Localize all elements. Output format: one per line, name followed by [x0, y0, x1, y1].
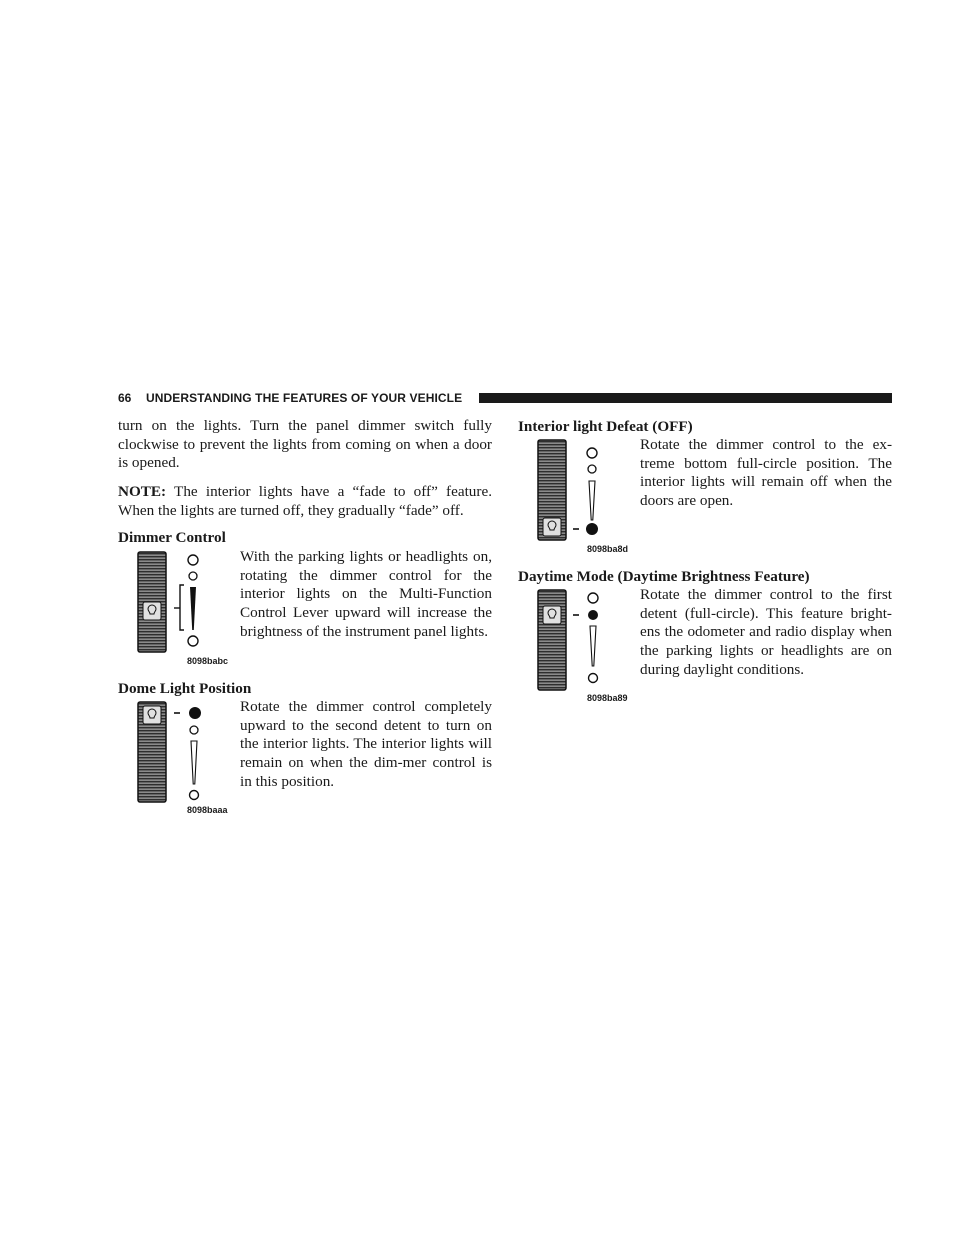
daytime-mode-figure [536, 588, 636, 694]
interior-light-defeat-body: Rotate the dimmer control to the ex-treme bottom full-circle position. The interior lights will remain off when the doors are open. [640, 436, 892, 510]
interior-light-defeat-heading: Interior light Defeat (OFF) [518, 418, 693, 435]
figure-code: 8098ba8d [587, 544, 629, 554]
page-header [118, 391, 892, 405]
note-label: NOTE: [118, 483, 167, 500]
note-text: The interior lights have a “fade to off” feature. When the lights are turned off, they gradually “fade” off. [118, 483, 492, 519]
detent-indicator-icon [573, 593, 598, 683]
detent-indicator-icon [174, 707, 201, 800]
interior-light-defeat-figure [536, 438, 636, 544]
thumbwheel-icon [138, 552, 166, 652]
thumbwheel-icon [538, 590, 566, 690]
daytime-mode-body: Rotate the dimmer control to the first detent (full-circle). This feature bright-ens the odometer and radio display when the parking lights or headlights are on during daylight conditions. [640, 586, 892, 678]
section-title: UNDERSTANDING THE FEATURES OF YOUR VEHICLE [146, 391, 463, 405]
daytime-mode-heading: Daytime Mode (Daytime Brightness Feature) [518, 568, 810, 585]
dome-light-heading: Dome Light Position [118, 680, 252, 697]
figure-code: 8098babc [187, 656, 229, 666]
dome-light-figure [136, 700, 236, 806]
figure-code: 8098baaa [187, 805, 228, 815]
header-rule [479, 393, 892, 403]
thumbwheel-icon [538, 440, 566, 540]
dome-light-body: Rotate the dimmer control completely upward to the second detent to turn on the interior lights. The interior lights will remain on when the dim-mer control is in this position. [240, 698, 492, 790]
detent-indicator-icon [174, 555, 198, 646]
dimmer-control-heading: Dimmer Control [118, 529, 226, 546]
detent-indicator-icon [573, 448, 598, 535]
intro-paragraph: turn on the lights. Turn the panel dimmer switch fully clockwise to prevent the lights from coming on when a door is opened. [118, 417, 492, 472]
figure-code: 8098ba89 [587, 693, 628, 703]
dimmer-control-figure [136, 550, 236, 656]
page-number: 66 [118, 391, 132, 405]
thumbwheel-icon [138, 702, 166, 802]
dimmer-control-body: With the parking lights or headlights on, rotating the dimmer control for the interior lights on the Multi-Function Control Lever upward will increase the brightness of the instrument panel lights. [240, 548, 492, 640]
note-paragraph [118, 483, 492, 520]
